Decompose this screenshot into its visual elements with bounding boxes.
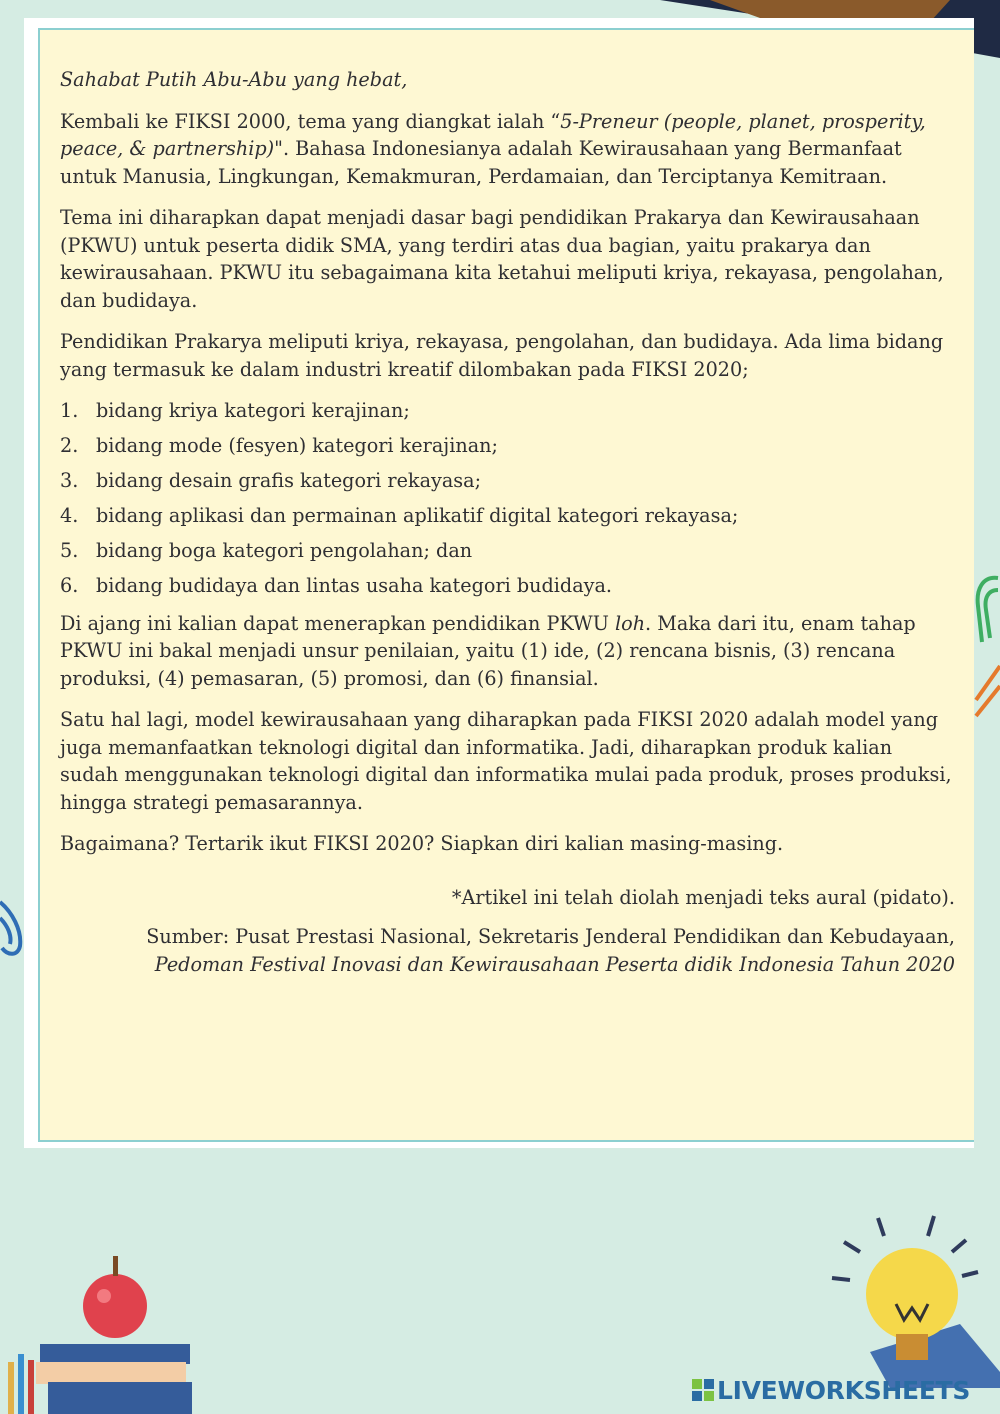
loh-word: loh [615,611,646,635]
list-item [60,467,955,495]
list-text: bidang desain grafis kategori rekayasa; [96,469,482,492]
source-text: Sumber: Pusat Prestasi Nasional, Sekretaris Jenderal Pendidikan dan Kebudayaan, [146,925,955,948]
liveworksheets-logo [692,1374,970,1406]
greeting: Sahabat Putih Abu-Abu yang hebat, [60,68,408,91]
live-badge-icon [692,1379,714,1401]
list-text: bidang budidaya dan lintas usaha kategori budidaya. [96,574,613,597]
list-text: bidang boga kategori pengolahan; dan [96,539,473,562]
list-text: bidang mode (fesyen) kategori kerajinan; [96,434,498,457]
logo-text: LIVEWORKSHEETS [717,1375,971,1405]
field-list [60,397,955,600]
books-apple-decoration [0,1250,200,1414]
list-item [60,572,955,600]
theme-name: 5-Preneur (people, planet, prosperity, peace, & partnership) [60,109,926,160]
paragraph-assessment [60,610,955,693]
source-citation [60,923,955,978]
list-item [60,537,955,565]
source-title: Pedoman Festival Inovasi dan Kewirausahaan Peserta didik Indonesia Tahun 2020 [154,952,955,976]
list-number: 4. [60,504,79,527]
paragraph-theme-intro: Kembali ke FIKSI 2000, tema yang diangkat ialah “ [60,109,561,133]
article-note: *Artikel ini telah diolah menjadi teks aural (pidato). [451,885,955,909]
list-item [60,432,955,460]
paragraph-fields: Pendidikan Prakarya meliputi kriya, rekayasa, pengolahan, dan budidaya. Ada lima bidang yang termasuk ke dalam industri kreatif dilombakan pada FIKSI 2020; [60,330,944,381]
paragraph-digital: Satu hal lagi, model kewirausahaan yang diharapkan pada FIKSI 2020 adalah model yang juga memanfaatkan teknologi digital dan informatika. Jadi, diharapkan produk kalian sudah menggunakan teknologi digital dan informatika mulai pada produk, proses produksi, hingga strategi pemasarannya. [60,708,952,814]
paperclip-icon [0,890,26,962]
list-text: bidang kriya kategori kerajinan; [96,399,410,422]
paragraph-theme-rest: ". Bahasa Indonesianya adalah Kewirausahaan yang Bermanfaat untuk Manusia, Lingkungan, Kemakmuran, Perdamaian, dan Terciptanya Kemitraan. [60,137,902,188]
list-text: bidang aplikasi dan permainan aplikatif digital kategori rekayasa; [96,504,739,527]
paragraph-assessment-rest: . Maka dari itu, enam tahap PKWU ini bakal menjadi unsur penilaian, yaitu (1) ide, (2) rencana bisnis, (3) rencana produksi, (4) pemasaran, (5) promosi, dan (6) finansial. [60,611,916,690]
paperclip-icon [972,572,1000,652]
list-number: 5. [60,539,79,562]
list-number: 6. [60,574,79,597]
list-number: 2. [60,434,79,457]
list-number: 3. [60,469,79,492]
list-item [60,397,955,425]
lightbulb-decoration [830,1212,1000,1388]
paragraph-theme [60,108,955,191]
paragraph-closing: Bagaimana? Tertarik ikut FIKSI 2020? Siapkan diri kalian masing-masing. [60,832,784,855]
paragraph-pkwu: Tema ini diharapkan dapat menjadi dasar bagi pendidikan Prakarya dan Kewirausahaan (PKWU) untuk peserta didik SMA, yang terdiri atas dua bagian, yaitu prakarya dan kewirausahaan. PKWU itu sebagaimana kita ketahui meliputi kriya, rekayasa, pengolahan, dan budidaya. [60,206,944,312]
paperclip-icon [972,660,1000,720]
document-body [60,66,955,992]
list-number: 1. [60,399,79,422]
paragraph-assessment-intro: Di ajang ini kalian dapat menerapkan pendidikan PKWU [60,611,615,635]
list-item [60,502,955,530]
